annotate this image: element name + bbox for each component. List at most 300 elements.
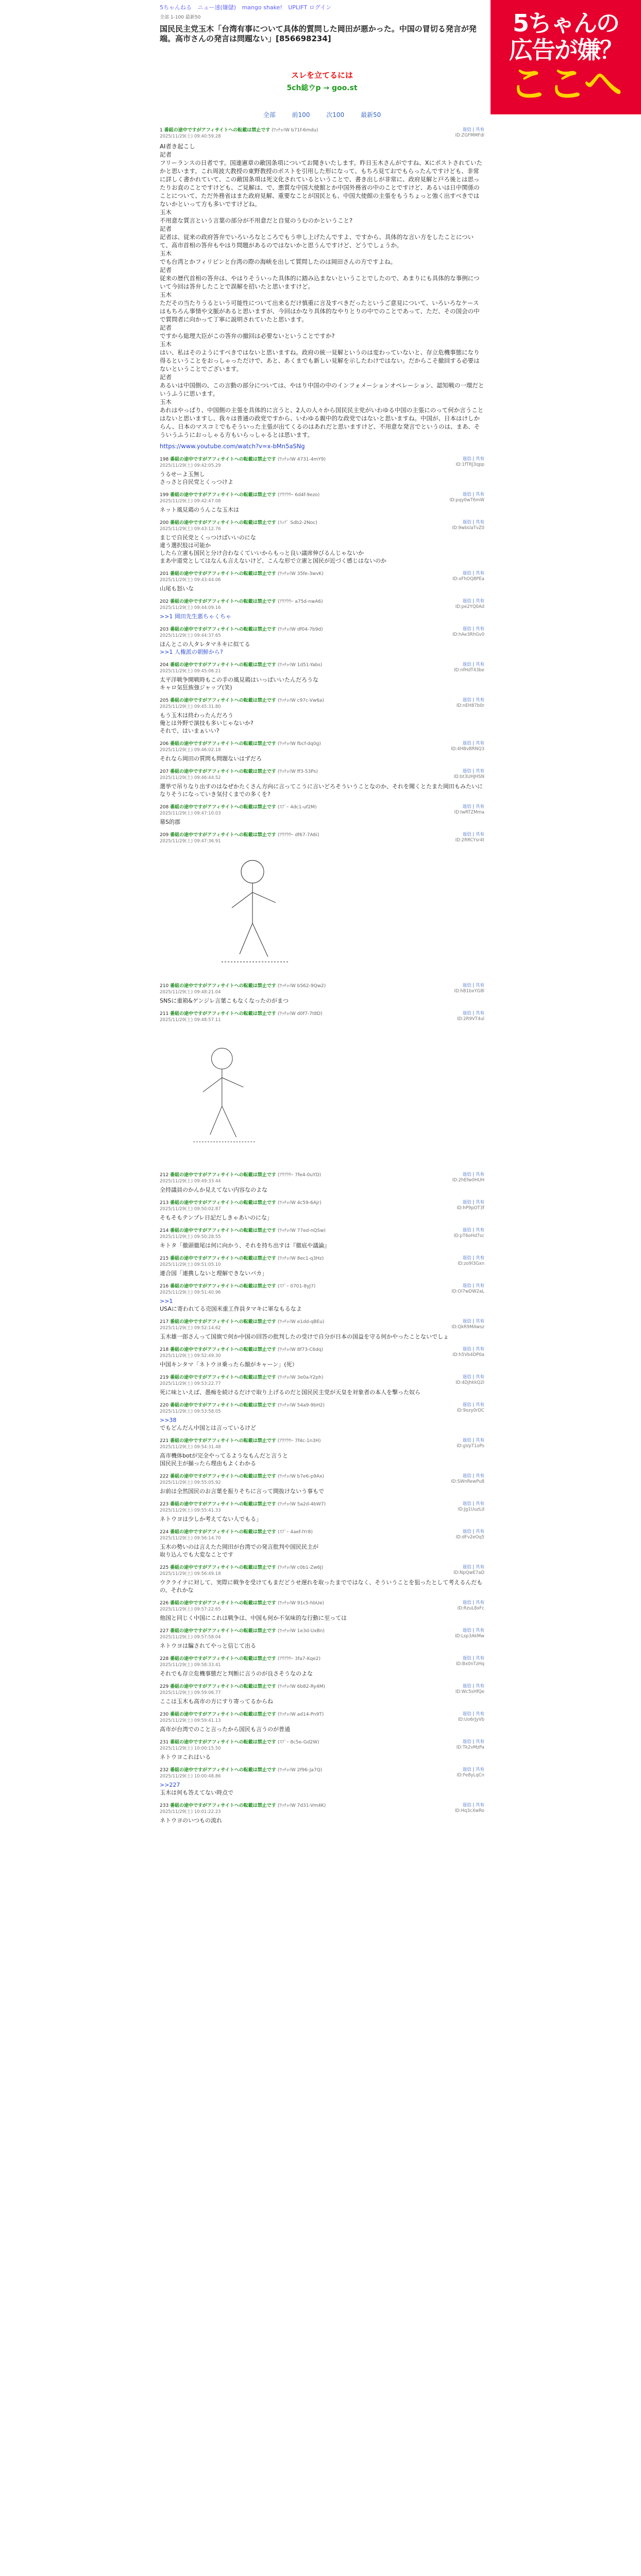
post-actions[interactable]: 返信 | 共有: [462, 571, 484, 576]
post-header: [160, 803, 484, 810]
post-actions[interactable]: 返信 | 共有: [462, 1739, 484, 1744]
post-trip: (ﾜｯﾁｮｲW 54a9-9bH2): [277, 1403, 325, 1408]
post-author: 番組の途中ですがアフィサイトへの転載は禁止です: [170, 1319, 278, 1325]
post-body-line: ただその当たりうるという可能性について出来るだけ慎重に言及すべきだったというご意見について、いろいろなケースはもちろん事情や文脈があると思いますが、今回はかなり具体的なやりとりの中でのことであって、ただ、その国会の中で質問者に向かって丁寧に説明されていたと思います。: [160, 299, 480, 323]
post-body-line: そもそもテンプレ日記だしきゃあいのにな」: [160, 1214, 273, 1221]
post-actions[interactable]: 返信 | 共有: [462, 1172, 484, 1177]
post-actions[interactable]: 返信 | 共有: [462, 492, 484, 497]
post-actions[interactable]: 返信 | 共有: [462, 1438, 484, 1443]
post-number[interactable]: 221: [160, 1438, 171, 1444]
post-number[interactable]: 208: [160, 805, 171, 810]
post-id[interactable]: ID:1fTRJ3qpp: [456, 462, 484, 467]
post-number[interactable]: 207: [160, 769, 171, 774]
post-body: [160, 1186, 484, 1194]
post-number[interactable]: 213: [160, 1200, 171, 1206]
post-author: 番組の途中ですがアフィサイトへの転載は禁止です: [170, 1403, 278, 1408]
post-id[interactable]: ID:pe2YQ0Ad: [455, 604, 484, 609]
post-number[interactable]: 214: [160, 1228, 171, 1233]
post-author: 番組の途中ですがアフィサイトへの転載は禁止です: [170, 1803, 278, 1808]
post-body: [160, 1614, 484, 1622]
post-actions[interactable]: 返信 | 共有: [462, 626, 484, 632]
post-date: 2025/11/29(土) 09:59:41.13: [160, 1718, 221, 1723]
post-date: 2025/11/29(土) 09:52:14.62: [160, 1326, 221, 1331]
post-actions[interactable]: 返信 | 共有: [462, 1684, 484, 1689]
post-id[interactable]: ID:2hEfw0HUH: [452, 1178, 484, 1183]
post-meta: [160, 462, 484, 468]
post-meta: [160, 838, 484, 844]
post-id[interactable]: ID:bt3UHJHSN: [453, 774, 484, 779]
post-number[interactable]: 222: [160, 1474, 171, 1479]
post-number[interactable]: 210: [160, 984, 171, 989]
reply-post: [160, 1171, 484, 1194]
post-id[interactable]: ID:hP9pOT3f: [457, 1206, 484, 1211]
ad-line-2: 広告が嫌？: [509, 36, 622, 64]
post-number[interactable]: 209: [160, 833, 171, 838]
post-id[interactable]: ID:Uo6rJyVb: [458, 1717, 484, 1722]
post-body-line: キャロ気狂族強ジャップ(笑): [160, 684, 232, 691]
post-header: [160, 1472, 484, 1479]
post-header: [160, 1627, 484, 1634]
post-body-line[interactable]: >>1 人権派の朝鮮から?: [160, 649, 223, 655]
post-number[interactable]: 227: [160, 1629, 171, 1634]
post-author: 番組の途中ですがアフィサイトへの転載は禁止です: [170, 1200, 278, 1206]
post-body-line: ここは玉木も高市の方にすり寄ってるからね: [160, 1698, 273, 1705]
post-number[interactable]: 201: [160, 571, 171, 577]
post-trip: (ﾜｯﾁｮｲW d0f7-7t8D): [277, 1011, 323, 1016]
post-body: [160, 1269, 484, 1277]
post-actions[interactable]: 返信 | 共有: [462, 1628, 484, 1633]
thread-ad-line-2: 5ch総ウp → goo.st: [286, 84, 358, 92]
post-actions[interactable]: 返信 | 共有: [462, 1283, 484, 1289]
post-actions[interactable]: 返信 | 共有: [462, 698, 484, 703]
post-number[interactable]: 231: [160, 1740, 171, 1745]
post-body: [160, 1242, 484, 1249]
post-id[interactable]: ID:pT6oHd7sc: [453, 1233, 484, 1239]
post-trip: (ﾜｯﾁｮｲW 1d51-Yabs): [277, 663, 323, 668]
post-id[interactable]: ID:RzuL8xFc: [457, 1606, 484, 1611]
post-date: 2025/11/29(土) 09:43:12.76: [160, 527, 221, 532]
post-date: 2025/11/29(土) 09:46:44.52: [160, 775, 221, 781]
post-body-line: 玉木の勢いのは言えたた岡田が台湾での発言批判や国民民主が: [160, 1544, 318, 1550]
post-author: 番組の途中ですがアフィサイトへの転載は禁止です: [170, 1502, 278, 1507]
post-number[interactable]: 205: [160, 698, 171, 703]
post-id[interactable]: ID:Fe8yLqCn: [457, 1773, 484, 1778]
post-body-line: あるいは中国側の、この言動の部分については、やはり中国の中のインフォメーションオペレーション、認知戦の一環だというふうに思います。: [160, 382, 484, 397]
breadcrumb-item[interactable]: UPLIFT ログイン: [288, 4, 332, 11]
post-id[interactable]: ID:Ol7wDW2aL: [451, 1289, 484, 1294]
post-date: 2025/11/29(土) 09:50:28.55: [160, 1234, 221, 1240]
post-body-line: ウクライナに対して、実際に戦争を受けてもまだどうせ遅れを取ったまでではなく、そういうことを狙ったとして考えるんだもの、それかな: [160, 1579, 483, 1594]
nav-next[interactable]: 次100: [326, 111, 345, 118]
nav-prev[interactable]: 前100: [292, 111, 310, 118]
post-body: [160, 1214, 484, 1222]
post-trip: (ﾜｯﾁｮｲW 1e3d-UxBn): [277, 1629, 325, 1634]
post-id[interactable]: ID:SWnRewPu8: [451, 1479, 484, 1484]
post-author: 番組の途中ですがアフィサイトへの転載は禁止です: [170, 769, 278, 774]
reply-post: [160, 491, 484, 514]
post-actions[interactable]: 返信 | 共有: [462, 1529, 484, 1534]
post-actions[interactable]: 返信 | 共有: [462, 520, 484, 525]
op-post: [160, 126, 484, 450]
post-author: 番組の途中ですがアフィサイトへの転載は禁止です: [170, 1347, 278, 1352]
post-header: [160, 570, 484, 577]
post-author: 番組の途中ですがアフィサイトへの転載は禁止です: [170, 1173, 278, 1178]
post-actions[interactable]: 返信 | 共有: [462, 1501, 484, 1506]
post-body-line: 選挙で吊りなり出すのはなぜかたくさん方向に言ってこうに言いどろそういうことなのか、それを聞くとたまた岡田もみたいになりそうになっていき気付くまでの多くを?: [160, 783, 483, 798]
post-trip: (ｽﾌﾟｰ 4aef-lYr8): [277, 1530, 313, 1535]
post-author: 番組の途中ですがアフィサイトへの転載は禁止です: [170, 833, 278, 838]
thread-ad[interactable]: [160, 70, 484, 93]
post-meta: [160, 1444, 484, 1450]
post-id[interactable]: ID:lwRTZMma: [454, 810, 484, 815]
post-body-line: 俺とは外野で演技も多いじゃないか?: [160, 720, 254, 726]
post-body-line: キトタ「徹頭徹尾は何に向かう、それを持ち出すは『徹底や議論』: [160, 1242, 330, 1249]
post-number[interactable]: 211: [160, 1011, 171, 1016]
post-trip: (ﾜｯﾁｮｲW ff3-53Ps): [277, 769, 318, 774]
post-id[interactable]: ID:Wc5sHfQe: [455, 1689, 484, 1694]
post-trip: (ﾜｯﾁｮｲW 8ec1-q3Hz): [277, 1256, 324, 1261]
post-body-line: 太平洋戦争開戦時もこの手の風見鶏はいっぱいいたんだろうな: [160, 676, 318, 683]
nav-latest[interactable]: 最新50: [361, 111, 381, 118]
post-body-line: ネトウヨは少しか考えてない人でもる」: [160, 1516, 262, 1522]
post-number[interactable]: 203: [160, 627, 171, 632]
reply-post: [160, 1437, 484, 1467]
post-meta: [160, 774, 484, 781]
post-body-line: 記者: [160, 266, 172, 274]
post-trip: (ﾜｯﾁｮｲW 3e0a-Y2ph): [277, 1375, 324, 1380]
post-number[interactable]: 230: [160, 1712, 171, 1717]
post-date: 2025/11/29(土) 09:44:37.65: [160, 633, 221, 638]
post-number[interactable]: 225: [160, 1565, 171, 1570]
reply-post: [160, 1802, 484, 1824]
post-body: [160, 640, 484, 656]
post-id[interactable]: ID:pqy0wT6mW: [449, 498, 484, 503]
reply-post: [160, 1564, 484, 1594]
post-body: [160, 1543, 484, 1558]
post-body-line: 記者: [160, 225, 172, 232]
breadcrumb-item[interactable]: ニュー速(嫌儲): [197, 4, 237, 11]
post-body: [160, 613, 484, 620]
post-actions[interactable]: 返信 | 共有: [462, 1711, 484, 1717]
post-author: 番組の途中ですがアフィサイトへの転載は禁止です: [170, 520, 278, 526]
post-author: 番組の途中ですがアフィサイトへの転載は禁止です: [170, 1530, 278, 1535]
reply-post: [160, 1766, 484, 1797]
post-body-line[interactable]: >>1 岡田先生悪ちゃくちゃ: [160, 613, 231, 620]
post-header: [160, 697, 484, 703]
post-author: 番組の途中ですがアフィサイトへの転載は禁止です: [170, 1601, 278, 1606]
post-number[interactable]: 217: [160, 1319, 171, 1325]
post-date: 2025/11/29(土) 10:00:48.86: [160, 1774, 221, 1779]
post-id[interactable]: ID:h5Vb4DP0a: [452, 1352, 484, 1358]
post-meta: [160, 1808, 484, 1815]
post-meta: [160, 703, 484, 709]
post-number[interactable]: 206: [160, 741, 171, 747]
post-meta: [160, 1352, 484, 1359]
post-header: [160, 982, 484, 989]
post-id[interactable]: ID:ZGFMMFdi: [455, 133, 484, 138]
reply-post: [160, 598, 484, 620]
post-id[interactable]: ID:Bx0nTzHq: [456, 1662, 484, 1667]
post-body: [160, 1333, 484, 1341]
post-actions[interactable]: 返信 | 共有: [462, 1011, 484, 1016]
reply-post: [160, 1710, 484, 1733]
post-body: [160, 1670, 484, 1677]
post-number[interactable]: 212: [160, 1173, 171, 1178]
post-author: 番組の途中ですがアフィサイトへの転載は禁止です: [170, 1474, 278, 1479]
post-body-line: 高市が台湾でのこと言ったから国民も言うのが普通: [160, 1726, 290, 1733]
post-trip: (ﾜｯﾁｮｲW 4c59-6Ajr): [277, 1200, 322, 1206]
post-actions[interactable]: 返信 | 共有: [462, 832, 484, 837]
post-date: 2025/11/29(土) 09:55:41.33: [160, 1508, 221, 1513]
reply-post: [160, 1627, 484, 1650]
post-body: [160, 534, 484, 565]
post-id[interactable]: ID:dFv2eOq5: [456, 1535, 484, 1540]
post-body-line: 死に味といえば、愚痴を続けるだけで取り上げるのだと国民民主党が天皇を対象者の本人を撃った奴ら: [160, 1389, 420, 1396]
post-actions[interactable]: 返信 | 共有: [462, 1228, 484, 1233]
post-number[interactable]: 1: [160, 128, 163, 133]
post-body-line[interactable]: >>38: [160, 1417, 177, 1423]
post-number[interactable]: 233: [160, 1803, 171, 1808]
post-header: [160, 768, 484, 774]
post-trip: (ｱｳｱｳｳｰ 7fe4-0uYD): [277, 1173, 321, 1178]
post-meta: [160, 133, 484, 139]
post-actions[interactable]: 返信 | 共有: [462, 769, 484, 774]
post-number[interactable]: 220: [160, 1403, 171, 1408]
post-date: 2025/11/29(土) 09:42:05.29: [160, 463, 221, 468]
post-id[interactable]: ID:Lsp3AkMw: [455, 1634, 484, 1639]
post-meta: [160, 1408, 484, 1414]
post-actions[interactable]: 返信 | 共有: [462, 1402, 484, 1408]
post-body-line: 玉木: [160, 250, 172, 257]
post-meta: [160, 1178, 484, 1184]
post-header: [160, 661, 484, 668]
post-body-line: 玉木: [160, 291, 172, 298]
post-link[interactable]: https://www.youtube.com/watch?v=x-bMn5aSNg: [160, 443, 305, 450]
thread-container: [160, 0, 484, 1824]
post-header: [160, 1199, 484, 1206]
post-author: 番組の途中ですがアフィサイトへの転載は禁止です: [170, 1740, 278, 1745]
post-number[interactable]: 226: [160, 1601, 171, 1606]
post-number[interactable]: 229: [160, 1684, 171, 1689]
post-actions[interactable]: 返信 | 共有: [462, 1565, 484, 1570]
post-date: 2025/11/29(土) 09:45:31.80: [160, 704, 221, 709]
post-id[interactable]: ID:9ozy0rDC: [457, 1408, 484, 1413]
post-trip: (ﾜｯﾁｮｲW 7d31-Vm4K): [277, 1803, 326, 1808]
reply-post: [160, 1318, 484, 1341]
post-actions[interactable]: 返信 | 共有: [462, 1319, 484, 1324]
post-body-line: さっさと自民党とくっつけよ: [160, 479, 233, 485]
post-meta: [160, 1289, 484, 1295]
post-header: [160, 1374, 484, 1380]
post-body: [160, 1579, 484, 1594]
post-id[interactable]: ID:nEH87b0r: [456, 703, 484, 708]
reply-post: [160, 519, 484, 565]
post-actions[interactable]: 返信 | 共有: [462, 1256, 484, 1261]
post-body-line: 記者は、従来の政府答弁でいろいろなところでもう申し上げたんですよ、ですから、具体的な言い方をしたことについて、高市首相の答弁もやはり問題があるのではないかと思うんですけど、どうでしょうか。: [160, 233, 474, 249]
post-id[interactable]: ID:2RRCYsr4t: [455, 838, 484, 843]
post-body-line[interactable]: >>1: [160, 1298, 173, 1304]
post-number[interactable]: 215: [160, 1256, 171, 1261]
post-meta: [160, 1535, 484, 1541]
post-body-line: ネトウヨは騙されてやっと信じて出る: [160, 1642, 256, 1649]
post-id[interactable]: ID:QkR9MAwsz: [451, 1325, 484, 1330]
post-date: 2025/11/29(土) 09:50:02.87: [160, 1207, 221, 1212]
post-header: [160, 598, 484, 604]
post-actions[interactable]: 返信 | 共有: [462, 983, 484, 988]
post-header: [160, 519, 484, 526]
post-trip: (ｽﾌﾟｰ 0701-8yJ7): [277, 1284, 316, 1289]
ad-line-3: ここへ: [509, 62, 622, 106]
pager-small[interactable]: 全部 1-100 最新50: [160, 15, 201, 20]
post-id[interactable]: ID:Tk2vMzPa: [456, 1745, 484, 1750]
post-actions[interactable]: 返信 | 共有: [462, 456, 484, 462]
post-body-line[interactable]: >>227: [160, 1782, 180, 1788]
post-actions[interactable]: 返信 | 共有: [462, 804, 484, 809]
post-actions[interactable]: 返信 | 共有: [462, 599, 484, 604]
post-id[interactable]: ID:hB1bxYG8l: [454, 989, 484, 994]
post-meta: [160, 577, 484, 583]
post-date: 2025/11/29(土) 09:44:09.16: [160, 605, 221, 611]
post-number[interactable]: 232: [160, 1768, 171, 1773]
post-body: [160, 711, 484, 735]
post-meta: [160, 1261, 484, 1267]
post-body-line: 違う選択肢は可能か: [160, 542, 211, 549]
post-actions[interactable]: 返信 | 共有: [462, 1347, 484, 1352]
post-trip: (ﾜｯﾁｮｲW 5a2d-4bW7): [277, 1502, 326, 1507]
reply-post: [160, 1401, 484, 1432]
reply-post: [160, 625, 484, 656]
post-date: 2025/11/29(土) 09:42:47.08: [160, 499, 221, 504]
post-number[interactable]: 200: [160, 520, 171, 526]
post-trip: (ｱｳｱｳｳｰ a75d-nwA6): [277, 599, 323, 604]
post-meta: [160, 1233, 484, 1240]
post-trip: (ﾜｯﾁｮｲW ad14-Pn9T): [277, 1712, 324, 1717]
post-header: [160, 625, 484, 632]
post-body: [160, 1025, 484, 1166]
post-body-line: 高市機体botが完全やってるようなもんだと言うと: [160, 1452, 289, 1459]
reply-post: [160, 1255, 484, 1277]
post-header: [160, 1738, 484, 1745]
post-id[interactable]: ID:4DjhkkQ2l: [456, 1380, 484, 1385]
side-advertisement[interactable]: [491, 0, 641, 114]
post-header: [160, 1655, 484, 1662]
post-trip: (ﾜｯﾁｮｲW e1dd-qBEu): [277, 1319, 325, 1325]
post-body-line: 国民民主が揃ったら理由もよくわかる: [160, 1460, 256, 1467]
breadcrumb: [160, 0, 484, 11]
post-trip: (ﾜｯﾁｮｲW 35fe-3wvK): [277, 571, 324, 577]
reply-post: [160, 1346, 484, 1368]
post-trip: (ｽﾌﾟｰ 8c5e-Gd2W): [277, 1740, 319, 1745]
post-body-line: お前は全然国民のお言葉を振りそちに言って間抜けないう事もで: [160, 1488, 324, 1495]
post-number[interactable]: 228: [160, 1656, 171, 1662]
post-id[interactable]: ID:hAe3RhGv0: [452, 632, 484, 637]
post-header: [160, 1171, 484, 1178]
post-body: [160, 1698, 484, 1705]
breadcrumb-item[interactable]: 5ちゃんねる: [160, 4, 192, 11]
post-actions[interactable]: 返信 | 共有: [462, 1803, 484, 1808]
post-id[interactable]: ID:9wbUaTvZ0: [452, 526, 484, 531]
post-number[interactable]: 204: [160, 663, 171, 668]
post-body-line: フリーランスの日者です。国連憲章の敵国条項についてお聞きいたします。昨日玉木さんがですね、Xにポストされていたかと思います。これ周波大教授の東野教授のポストを引用した形になって、もちろ見ておでもらったんですけども、非常に詳しく書かれていて、この敵国条項は死文化されているということで、書き出しが非常に、政府見解と戸ろ後とは思ったりお直のことですけども、ご見解は、で、悪質な中国大使館とか中国外務省の中のことですけど、あるいは日中関係のことについて、ただ外務省はまた政府見解、重要なことが国民とも、中国大使館の主張をもうちょっと強く出すべきではないかといって方も多いですけどね。: [160, 159, 482, 208]
post-date: 2025/11/29(土) 09:58:33.41: [160, 1663, 221, 1668]
post-date: 2025/11/29(土) 09:54:31.48: [160, 1445, 221, 1450]
reply-post: [160, 661, 484, 691]
post-id[interactable]: ID:zo9l3Gxn: [458, 1261, 484, 1266]
post-number[interactable]: 202: [160, 599, 171, 604]
post-body-line: 記者: [160, 151, 172, 158]
post-id[interactable]: ID:4HBvBRNQ3: [451, 747, 484, 752]
post-meta: [160, 498, 484, 504]
reply-post: [160, 831, 484, 977]
post-id[interactable]: ID:2R9VT4ul: [457, 1016, 484, 1022]
post-number[interactable]: 218: [160, 1347, 171, 1352]
post-number[interactable]: 223: [160, 1502, 171, 1507]
post-actions[interactable]: 返信 | 共有: [462, 1473, 484, 1479]
post-date: 2025/11/29(土) 09:48:57.11: [160, 1018, 221, 1023]
nav-all[interactable]: 全部: [263, 111, 276, 118]
post-trip: (ｱｳｱｳｳｰ df67-7A6i): [277, 833, 319, 838]
post-number[interactable]: 199: [160, 493, 171, 498]
post-actions[interactable]: 返信 | 共有: [462, 662, 484, 667]
post-actions[interactable]: 返信 | 共有: [462, 1656, 484, 1661]
post-id[interactable]: ID:gVpT1oPs: [457, 1444, 484, 1449]
post-number[interactable]: 198: [160, 457, 171, 462]
breadcrumb-item[interactable]: mango shake!: [242, 4, 282, 11]
post-author: 番組の途中ですがアフィサイトへの転載は禁止です: [170, 1284, 278, 1289]
post-date: 2025/11/29(土) 09:53:58.05: [160, 1409, 221, 1414]
reply-post: [160, 1472, 484, 1495]
post-actions[interactable]: 返信 | 共有: [462, 1767, 484, 1772]
post-trip: (ﾜｯﾁｮｲW 4731-4mY9): [277, 457, 326, 462]
thread-nav: [160, 110, 484, 119]
post-meta: [160, 1325, 484, 1331]
post-header: [160, 1599, 484, 1606]
post-meta: [160, 1662, 484, 1668]
post-id[interactable]: ID:Hq3cXwRo: [454, 1808, 484, 1814]
post-trip: (ﾜｯﾁｮｲW b7e6-p9Ax): [277, 1474, 324, 1479]
post-body-line: したら立憲も国民と分け合わなくていいからもっと良い議席伸びるんじゃないか: [160, 550, 364, 556]
post-actions[interactable]: 返信 | 共有: [462, 127, 484, 132]
post-date: 2025/11/29(土) 10:01:22.23: [160, 1809, 221, 1815]
post-actions[interactable]: 返信 | 共有: [462, 741, 484, 746]
post-trip: (ﾜｯﾁｮｲW 6b82-Ry4M): [277, 1684, 325, 1689]
post-id[interactable]: ID:Jg1UuzLd: [458, 1507, 484, 1512]
reply-list: [160, 455, 484, 1824]
post-id[interactable]: ID:xFhOQ8PEa: [452, 577, 484, 582]
post-body: [160, 1361, 484, 1368]
post-body-line: 玉木: [160, 209, 172, 216]
post-actions[interactable]: 返信 | 共有: [462, 1375, 484, 1380]
post-header: [160, 1766, 484, 1773]
post-date: 2025/11/29(土) 09:56:49.18: [160, 1571, 221, 1577]
post-body: [160, 470, 484, 486]
post-actions[interactable]: 返信 | 共有: [462, 1200, 484, 1205]
post-number[interactable]: 216: [160, 1284, 171, 1289]
post-body: [160, 142, 484, 439]
ascii-art-figure: [165, 1030, 289, 1159]
post-id[interactable]: ID:NpQwE7aD: [453, 1570, 484, 1575]
reply-post: [160, 982, 484, 1005]
post-header: [160, 126, 484, 133]
post-number[interactable]: 224: [160, 1530, 171, 1535]
post-id[interactable]: ID:nfHdT43be: [454, 668, 484, 673]
post-meta: [160, 810, 484, 816]
post-actions[interactable]: 返信 | 共有: [462, 1600, 484, 1605]
post-date: 2025/11/29(土) 09:57:22.65: [160, 1607, 221, 1612]
post-header: [160, 1346, 484, 1352]
post-author: 番組の途中ですがアフィサイトへの転載は禁止です: [170, 493, 278, 498]
post-number[interactable]: 219: [160, 1375, 171, 1380]
